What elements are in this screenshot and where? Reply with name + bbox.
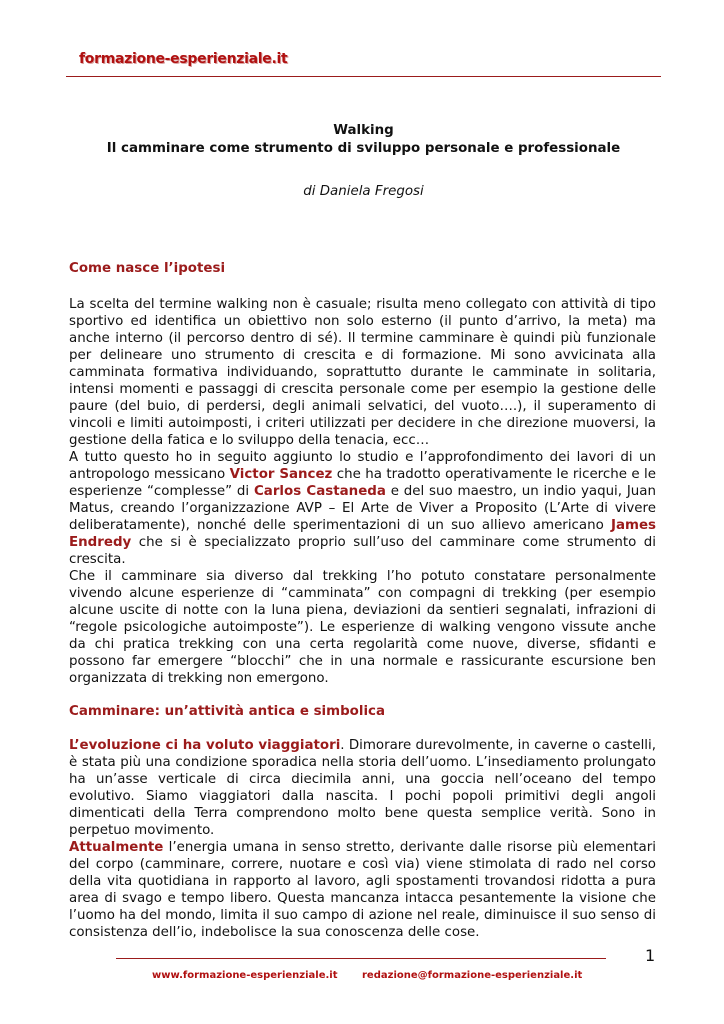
footer-email-link[interactable]: redazione@formazione-esperienziale.it xyxy=(362,970,583,981)
highlighted-phrase: L’evoluzione ci ha voluto viaggiatori xyxy=(69,738,341,753)
document-subtitle: Il camminare come strumento di sviluppo personale e professionale xyxy=(106,141,621,156)
paragraph: Che il camminare sia diverso dal trekking l’ho potuto constatare personalmente vivendo alcune esperienze di “camminata” con compagni di trekking (per esempio alcune uscite di notte con la luna piena, deviazioni da sentieri segnalati, infrazioni di “regole psicologiche autoimposte”). Le esperienze di walking vengono vissute anche da chi pratica trekking con una certa regolarità come nuove, diverse, sfidanti e possono far emergere “blocchi” che in una normale e rassicurante escursione ben organizzata di trekking non emergono. xyxy=(69,569,656,686)
paragraph xyxy=(69,839,656,941)
text-run: A tutto questo ho in seguito aggiunto lo studio e l’approfondimento dei lavori di un antropologo messicano xyxy=(69,450,656,482)
text-run: . Dimorare durevolmente, in caverne o castelli, è stata più una condizione sporadica nella storia dell’uomo. L’insediamento prolungato ha un’asse verticale di circa diecimila anni, una goccia nell’oceano del tempo evolutivo. Siamo viaggiatori dalla nascita. I pochi popoli primitivi degli angoli dimenticati della Terra comprendono molto bene questa semplice verità. Sono in perpetuo movimento. xyxy=(69,738,656,838)
highlighted-name: James Endredy xyxy=(69,518,656,550)
site-logo: formazione-esperienziale.it xyxy=(79,51,288,67)
paragraph xyxy=(69,449,656,568)
highlighted-name: Carlos Castaneda xyxy=(253,484,386,499)
document-body xyxy=(69,260,656,941)
footer-divider xyxy=(116,958,606,959)
highlighted-phrase: Attualmente xyxy=(69,840,164,855)
document-title: Walking xyxy=(333,123,394,138)
highlighted-name: Victor Sancez xyxy=(229,467,333,482)
title-block xyxy=(66,122,661,201)
footer-website-link[interactable]: www.formazione-esperienziale.it xyxy=(152,970,338,981)
text-run: che ha tradotto operativamente le ricerche e le esperienze “complesse” di xyxy=(69,467,656,499)
page-number: 1 xyxy=(645,946,656,965)
text-run: che si è specializzato proprio sull’uso del camminare come strumento di crescita. xyxy=(69,535,656,567)
text-run: e del suo maestro, un indio yaqui, Juan Matus, creando l’organizzazione AVP – El Arte de Viver a Proposito (L’Arte di vivere deliberatamente), nonché delle sperimentazioni di un suo allievo americano xyxy=(69,484,656,533)
section-heading: Come nasce l’ipotesi xyxy=(69,261,226,276)
paragraph xyxy=(69,737,656,839)
header-divider xyxy=(66,76,661,77)
section-heading: Camminare: un’attività antica e simbolica xyxy=(69,704,386,719)
text-run: l’energia umana in senso stretto, derivante dalle risorse più elementari del corpo (camminare, correre, nuotare e così via) viene stimolata di rado nel corso della vita quotidiana in rapporto al lavoro, agli spostamenti trovandosi ridotta a pura area di svago e tempo libero. Questa mancanza intacca pesantemente la visione che l’uomo ha del mondo, limita il suo campo di azione nel reale, diminuisce il suo senso di consistenza dell’io, indebolisce la sua conoscenza delle cose. xyxy=(69,840,656,940)
paragraph: La scelta del termine walking non è casuale; risulta meno collegato con attività di tipo sportivo ed identifica un obiettivo non solo esterno (il punto d’arrivo, la meta) ma anche interno (il percorso dentro di sé). Il termine camminare è quindi più funzionale per delineare uno strumento di crescita e di formazione. Mi sono avvicinata alla camminata formativa individuando, soprattutto durante le camminate in solitaria, intensi momenti e passaggi di crescita personale come per esempio la gestione delle paure (del buio, di perdersi, degli animali selvatici, del vuoto….), il superamento di vincoli e limiti autoimposti, i criteri utilizzati per decidere in che direzione muoversi, la gestione della fatica e lo sviluppo della tenacia, ecc… xyxy=(69,297,656,448)
author-line: di Daniela Fregosi xyxy=(303,184,424,199)
